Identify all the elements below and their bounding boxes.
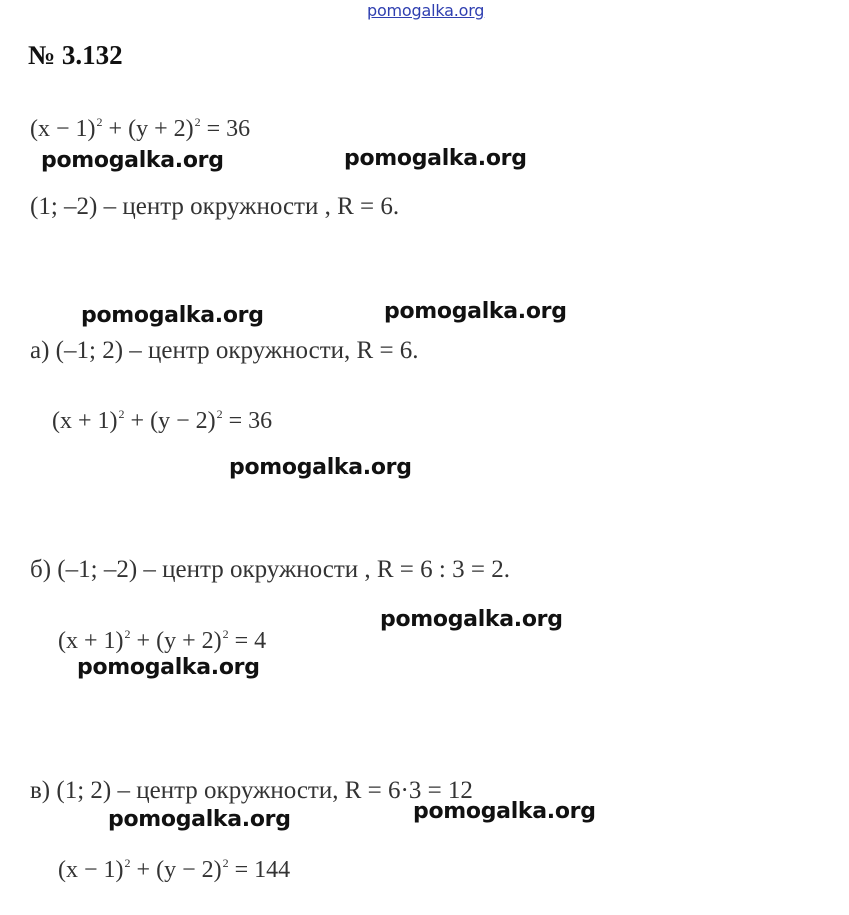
equation-y-exponent: 2 (216, 407, 223, 421)
watermark: pomogalka.org (81, 303, 264, 328)
equation-y-exponent: 2 (194, 115, 201, 129)
part-b-equation (58, 627, 266, 655)
equation-x-term: (x + 1) (52, 408, 118, 434)
site-link[interactable]: pomogalka.org (367, 1, 485, 20)
equation-rhs: = 36 (228, 408, 273, 434)
watermark: pomogalka.org (108, 807, 291, 832)
watermark: pomogalka.org (380, 607, 563, 632)
equation-x-exponent: 2 (124, 627, 131, 641)
equation-plus: + (136, 857, 151, 883)
part-c-text: в) (1; 2) – центр окружности, R = 6·3 = 12 (30, 777, 473, 804)
main-equation (30, 115, 250, 143)
equation-rhs: = 144 (234, 857, 291, 883)
part-b-text: б) (–1; –2) – центр окружности , R = 6 : 3 = 2. (30, 556, 510, 583)
equation-plus: + (130, 408, 145, 434)
equation-x-term: (x + 1) (58, 628, 124, 654)
equation-y-term: (y − 2) (150, 408, 216, 434)
main-center-text: (1; –2) – центр окружности , R = 6. (30, 193, 400, 220)
equation-y-exponent: 2 (222, 856, 229, 870)
watermark: pomogalka.org (229, 455, 412, 480)
part-a-text: а) (–1; 2) – центр окружности, R = 6. (30, 337, 419, 364)
equation-y-exponent: 2 (222, 627, 229, 641)
watermark: pomogalka.org (384, 299, 567, 324)
equation-y-term: (y + 2) (128, 116, 194, 142)
equation-rhs: = 36 (206, 116, 251, 142)
equation-x-term: (x − 1) (58, 857, 124, 883)
equation-y-term: (y − 2) (156, 857, 222, 883)
watermark: pomogalka.org (413, 799, 596, 824)
equation-plus: + (108, 116, 123, 142)
part-a-equation (52, 407, 272, 435)
watermark: pomogalka.org (41, 148, 224, 173)
equation-x-exponent: 2 (118, 407, 125, 421)
equation-x-term: (x − 1) (30, 116, 96, 142)
equation-plus: + (136, 628, 151, 654)
equation-y-term: (y + 2) (156, 628, 222, 654)
watermark: pomogalka.org (344, 146, 527, 171)
part-c-equation (58, 856, 290, 884)
equation-rhs: = 4 (234, 628, 267, 654)
equation-x-exponent: 2 (124, 856, 131, 870)
watermark: pomogalka.org (77, 655, 260, 680)
problem-number: № 3.132 (28, 40, 123, 70)
equation-x-exponent: 2 (96, 115, 103, 129)
